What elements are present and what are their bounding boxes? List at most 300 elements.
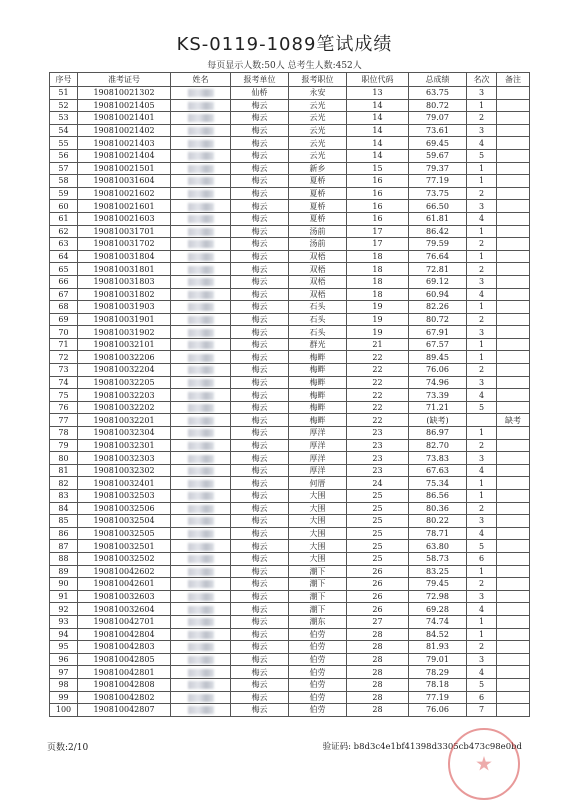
redacted-name-blur bbox=[188, 114, 214, 122]
table-cell: 梅云 bbox=[231, 376, 289, 389]
redacted-name-blur bbox=[188, 480, 214, 488]
name-cell-redacted bbox=[171, 477, 231, 490]
table-cell: 26 bbox=[347, 590, 409, 603]
table-cell bbox=[497, 124, 530, 137]
table-cell: 76.06 bbox=[409, 704, 467, 717]
table-cell: 梅云 bbox=[231, 200, 289, 213]
table-cell: 19 bbox=[347, 313, 409, 326]
table-cell: 84.52 bbox=[409, 628, 467, 641]
table-cell: 1 bbox=[467, 615, 497, 628]
table-cell: 云光 bbox=[289, 149, 347, 162]
table-cell: 18 bbox=[347, 250, 409, 263]
table-row bbox=[50, 87, 530, 100]
table-cell: 1 bbox=[467, 250, 497, 263]
table-cell: 23 bbox=[347, 427, 409, 440]
name-cell-redacted bbox=[171, 427, 231, 440]
table-cell: 厚洋 bbox=[289, 464, 347, 477]
name-cell-redacted bbox=[171, 313, 231, 326]
table-cell: 潮东 bbox=[289, 615, 347, 628]
table-cell: 16 bbox=[347, 175, 409, 188]
table-cell: 25 bbox=[347, 515, 409, 528]
col-header: 报考职位 bbox=[289, 73, 347, 87]
table-cell: 1 bbox=[467, 175, 497, 188]
table-cell: 79.59 bbox=[409, 238, 467, 251]
table-cell: 梅云 bbox=[231, 212, 289, 225]
table-cell bbox=[497, 490, 530, 503]
table-row bbox=[50, 691, 530, 704]
table-cell: 23 bbox=[347, 439, 409, 452]
table-cell: 85 bbox=[50, 515, 78, 528]
table-cell bbox=[497, 288, 530, 301]
table-cell: 93 bbox=[50, 615, 78, 628]
table-cell: 25 bbox=[347, 527, 409, 540]
table-cell bbox=[497, 590, 530, 603]
table-cell: 14 bbox=[347, 149, 409, 162]
table-cell: 190810042802 bbox=[78, 691, 171, 704]
table-cell: 梅云 bbox=[231, 590, 289, 603]
redacted-name-blur bbox=[188, 165, 214, 173]
table-cell: 19 bbox=[347, 326, 409, 339]
table-cell: 17 bbox=[347, 238, 409, 251]
table-row bbox=[50, 590, 530, 603]
table-row bbox=[50, 678, 530, 691]
table-row bbox=[50, 414, 530, 427]
table-cell: 81 bbox=[50, 464, 78, 477]
redacted-name-blur bbox=[188, 706, 214, 714]
table-row bbox=[50, 175, 530, 188]
redacted-name-blur bbox=[188, 442, 214, 450]
table-cell: 23 bbox=[347, 452, 409, 465]
name-cell-redacted bbox=[171, 389, 231, 402]
table-cell: 2 bbox=[467, 641, 497, 654]
name-cell-redacted bbox=[171, 452, 231, 465]
table-cell bbox=[497, 653, 530, 666]
table-cell bbox=[497, 187, 530, 200]
table-cell: 95 bbox=[50, 641, 78, 654]
redacted-name-blur bbox=[188, 580, 214, 588]
table-cell: 14 bbox=[347, 137, 409, 150]
name-cell-redacted bbox=[171, 301, 231, 314]
table-cell: 190810021302 bbox=[78, 87, 171, 100]
table-cell: 梅云 bbox=[231, 301, 289, 314]
table-cell: 190810042803 bbox=[78, 641, 171, 654]
table-cell: 梅云 bbox=[231, 288, 289, 301]
table-cell bbox=[497, 502, 530, 515]
table-cell: 1 bbox=[467, 490, 497, 503]
table-cell: 石头 bbox=[289, 326, 347, 339]
table-cell: 94 bbox=[50, 628, 78, 641]
table-cell: 3 bbox=[467, 452, 497, 465]
table-cell bbox=[497, 615, 530, 628]
table-cell: 190810042601 bbox=[78, 578, 171, 591]
table-cell: 190810032603 bbox=[78, 590, 171, 603]
table-cell: 86.97 bbox=[409, 427, 467, 440]
table-cell: 16 bbox=[347, 200, 409, 213]
redacted-name-blur bbox=[188, 694, 214, 702]
table-cell: 梅云 bbox=[231, 326, 289, 339]
redacted-name-blur bbox=[188, 354, 214, 362]
table-cell: 76.64 bbox=[409, 250, 467, 263]
table-cell: 80.72 bbox=[409, 99, 467, 112]
table-cell: 64 bbox=[50, 250, 78, 263]
table-cell bbox=[497, 578, 530, 591]
table-cell: 梅云 bbox=[231, 691, 289, 704]
table-cell: 2 bbox=[467, 502, 497, 515]
table-cell: 69.45 bbox=[409, 137, 467, 150]
table-cell: 100 bbox=[50, 704, 78, 717]
table-cell: 16 bbox=[347, 187, 409, 200]
table-cell bbox=[497, 250, 530, 263]
name-cell-redacted bbox=[171, 401, 231, 414]
table-cell: 伯劳 bbox=[289, 628, 347, 641]
table-row bbox=[50, 313, 530, 326]
table-cell bbox=[497, 540, 530, 553]
table-cell: 梅云 bbox=[231, 238, 289, 251]
redacted-name-blur bbox=[188, 543, 214, 551]
table-cell: 石头 bbox=[289, 301, 347, 314]
table-cell: 大围 bbox=[289, 515, 347, 528]
table-cell bbox=[497, 603, 530, 616]
table-row bbox=[50, 238, 530, 251]
table-cell bbox=[497, 200, 530, 213]
table-cell: 73.61 bbox=[409, 124, 467, 137]
table-cell: 52 bbox=[50, 99, 78, 112]
table-cell: 18 bbox=[347, 275, 409, 288]
table-cell bbox=[497, 389, 530, 402]
table-cell: 22 bbox=[347, 376, 409, 389]
table-cell: 梅云 bbox=[231, 137, 289, 150]
table-cell: 梅云 bbox=[231, 464, 289, 477]
table-cell: 86 bbox=[50, 527, 78, 540]
table-cell: 梅云 bbox=[231, 578, 289, 591]
table-cell: 梅云 bbox=[231, 338, 289, 351]
redacted-name-blur bbox=[188, 366, 214, 374]
table-cell: 大围 bbox=[289, 527, 347, 540]
table-cell: 5 bbox=[467, 401, 497, 414]
table-cell: 76.06 bbox=[409, 364, 467, 377]
table-cell bbox=[497, 225, 530, 238]
table-row bbox=[50, 439, 530, 452]
table-cell bbox=[497, 565, 530, 578]
table-cell: 77.19 bbox=[409, 175, 467, 188]
table-cell: 何厝 bbox=[289, 477, 347, 490]
name-cell-redacted bbox=[171, 414, 231, 427]
name-cell-redacted bbox=[171, 502, 231, 515]
table-row bbox=[50, 225, 530, 238]
name-cell-redacted bbox=[171, 225, 231, 238]
name-cell-redacted bbox=[171, 137, 231, 150]
table-cell bbox=[497, 401, 530, 414]
table-cell bbox=[497, 175, 530, 188]
table-cell: 91 bbox=[50, 590, 78, 603]
table-cell: 86.42 bbox=[409, 225, 467, 238]
table-cell: 87 bbox=[50, 540, 78, 553]
table-cell: 90 bbox=[50, 578, 78, 591]
table-cell: 79.45 bbox=[409, 578, 467, 591]
table-cell bbox=[497, 678, 530, 691]
redacted-name-blur bbox=[188, 681, 214, 689]
name-cell-redacted bbox=[171, 678, 231, 691]
table-cell: 78.71 bbox=[409, 527, 467, 540]
table-cell: 梅云 bbox=[231, 641, 289, 654]
table-cell: 190810031901 bbox=[78, 313, 171, 326]
redacted-name-blur bbox=[188, 505, 214, 513]
table-cell: 大围 bbox=[289, 552, 347, 565]
redacted-name-blur bbox=[188, 568, 214, 576]
redacted-name-blur bbox=[188, 240, 214, 248]
table-cell: 59.67 bbox=[409, 149, 467, 162]
table-cell: 4 bbox=[467, 212, 497, 225]
table-cell: 2 bbox=[467, 187, 497, 200]
table-row bbox=[50, 704, 530, 717]
table-row bbox=[50, 124, 530, 137]
table-cell: 82.70 bbox=[409, 439, 467, 452]
table-cell: 2 bbox=[467, 439, 497, 452]
table-cell: 28 bbox=[347, 641, 409, 654]
table-cell bbox=[497, 137, 530, 150]
table-cell: 2 bbox=[467, 578, 497, 591]
table-cell: 1 bbox=[467, 565, 497, 578]
table-cell: 夏桥 bbox=[289, 200, 347, 213]
table-cell bbox=[497, 326, 530, 339]
table-cell: 78.29 bbox=[409, 666, 467, 679]
table-row bbox=[50, 615, 530, 628]
redacted-name-blur bbox=[188, 215, 214, 223]
table-row bbox=[50, 263, 530, 276]
table-cell: 潮下 bbox=[289, 565, 347, 578]
table-cell: 58.73 bbox=[409, 552, 467, 565]
table-cell: 梅云 bbox=[231, 313, 289, 326]
table-cell: 5 bbox=[467, 149, 497, 162]
table-cell: 梅云 bbox=[231, 502, 289, 515]
redacted-name-blur bbox=[188, 618, 214, 626]
table-cell: 云光 bbox=[289, 112, 347, 125]
table-cell: 77.19 bbox=[409, 691, 467, 704]
table-cell: 72.81 bbox=[409, 263, 467, 276]
table-cell: 190810031804 bbox=[78, 250, 171, 263]
table-cell: 2 bbox=[467, 238, 497, 251]
redacted-name-blur bbox=[188, 455, 214, 463]
table-cell: 19 bbox=[347, 301, 409, 314]
col-header: 序号 bbox=[50, 73, 78, 87]
table-row bbox=[50, 452, 530, 465]
table-cell: 梅云 bbox=[231, 515, 289, 528]
redacted-name-blur bbox=[188, 228, 214, 236]
table-cell: 86.56 bbox=[409, 490, 467, 503]
table-row bbox=[50, 653, 530, 666]
table-cell: 72.98 bbox=[409, 590, 467, 603]
table-cell: 96 bbox=[50, 653, 78, 666]
table-cell: 190810032506 bbox=[78, 502, 171, 515]
table-cell: 大围 bbox=[289, 490, 347, 503]
table-cell: 梅云 bbox=[231, 414, 289, 427]
table-cell: 190810031902 bbox=[78, 326, 171, 339]
table-cell: 51 bbox=[50, 87, 78, 100]
table-row bbox=[50, 389, 530, 402]
table-cell: 81.93 bbox=[409, 641, 467, 654]
table-row bbox=[50, 666, 530, 679]
table-cell: 63 bbox=[50, 238, 78, 251]
table-row bbox=[50, 527, 530, 540]
table-cell: 80.22 bbox=[409, 515, 467, 528]
table-cell: 22 bbox=[347, 351, 409, 364]
table-row bbox=[50, 401, 530, 414]
table-cell: 190810032401 bbox=[78, 477, 171, 490]
table-row bbox=[50, 288, 530, 301]
table-cell bbox=[497, 149, 530, 162]
table-cell: 梅云 bbox=[231, 162, 289, 175]
name-cell-redacted bbox=[171, 439, 231, 452]
table-cell: 73.75 bbox=[409, 187, 467, 200]
table-cell: 4 bbox=[467, 137, 497, 150]
table-cell: 190810032202 bbox=[78, 401, 171, 414]
table-cell: 3 bbox=[467, 590, 497, 603]
table-cell: 28 bbox=[347, 666, 409, 679]
table-cell: 73.83 bbox=[409, 452, 467, 465]
table-cell: 梅云 bbox=[231, 351, 289, 364]
table-header-row bbox=[50, 73, 530, 87]
summary-line: 每页显示人数:50人 总考生人数:452人 bbox=[207, 61, 362, 71]
table-cell: 63.75 bbox=[409, 87, 467, 100]
table-cell: 梅云 bbox=[231, 477, 289, 490]
table-cell: 梅云 bbox=[231, 389, 289, 402]
table-cell: 石头 bbox=[289, 313, 347, 326]
table-cell: 71 bbox=[50, 338, 78, 351]
name-cell-redacted bbox=[171, 175, 231, 188]
redacted-name-blur bbox=[188, 417, 214, 425]
table-row bbox=[50, 628, 530, 641]
table-cell: 4 bbox=[467, 527, 497, 540]
table-cell: 58 bbox=[50, 175, 78, 188]
table-cell: (缺考) bbox=[409, 414, 467, 427]
table-cell bbox=[497, 376, 530, 389]
table-cell: 83 bbox=[50, 490, 78, 503]
table-cell: 3 bbox=[467, 515, 497, 528]
table-row bbox=[50, 275, 530, 288]
table-cell: 2 bbox=[467, 364, 497, 377]
table-cell: 80.72 bbox=[409, 313, 467, 326]
table-cell bbox=[497, 452, 530, 465]
table-cell: 2 bbox=[467, 313, 497, 326]
table-cell: 190810032301 bbox=[78, 439, 171, 452]
table-cell bbox=[497, 238, 530, 251]
name-cell-redacted bbox=[171, 552, 231, 565]
table-cell: 伯劳 bbox=[289, 691, 347, 704]
redacted-name-blur bbox=[188, 329, 214, 337]
table-cell: 群光 bbox=[289, 338, 347, 351]
table-cell: 梅畔 bbox=[289, 351, 347, 364]
table-cell: 梅云 bbox=[231, 439, 289, 452]
table-cell: 梅云 bbox=[231, 364, 289, 377]
table-cell: 190810032203 bbox=[78, 389, 171, 402]
table-cell: 67.91 bbox=[409, 326, 467, 339]
table-cell: 潮下 bbox=[289, 603, 347, 616]
table-row bbox=[50, 338, 530, 351]
table-cell: 1 bbox=[467, 99, 497, 112]
table-cell bbox=[497, 99, 530, 112]
table-cell: 汤前 bbox=[289, 225, 347, 238]
table-cell: 79.07 bbox=[409, 112, 467, 125]
table-cell: 14 bbox=[347, 124, 409, 137]
table-cell: 74.96 bbox=[409, 376, 467, 389]
redacted-name-blur bbox=[188, 266, 214, 274]
table-cell: 梅云 bbox=[231, 275, 289, 288]
name-cell-redacted bbox=[171, 212, 231, 225]
table-cell: 69.28 bbox=[409, 603, 467, 616]
table-cell: 云光 bbox=[289, 137, 347, 150]
score-table bbox=[49, 72, 530, 717]
table-cell: 潮下 bbox=[289, 578, 347, 591]
table-cell: 梅云 bbox=[231, 615, 289, 628]
redacted-name-blur bbox=[188, 291, 214, 299]
table-cell: 190810032302 bbox=[78, 464, 171, 477]
table-cell: 79.37 bbox=[409, 162, 467, 175]
table-cell: 23 bbox=[347, 464, 409, 477]
name-cell-redacted bbox=[171, 565, 231, 578]
table-cell: 4 bbox=[467, 288, 497, 301]
table-cell: 26 bbox=[347, 565, 409, 578]
table-row bbox=[50, 427, 530, 440]
table-cell: 梅云 bbox=[231, 149, 289, 162]
table-cell: 190810021603 bbox=[78, 212, 171, 225]
table-cell bbox=[497, 212, 530, 225]
table-cell: 190810042804 bbox=[78, 628, 171, 641]
name-cell-redacted bbox=[171, 527, 231, 540]
table-cell: 190810032101 bbox=[78, 338, 171, 351]
name-cell-redacted bbox=[171, 99, 231, 112]
table-cell: 25 bbox=[347, 540, 409, 553]
table-cell: 22 bbox=[347, 401, 409, 414]
table-cell: 永安 bbox=[289, 87, 347, 100]
redacted-name-blur bbox=[188, 669, 214, 677]
table-cell: 71.21 bbox=[409, 401, 467, 414]
table-cell: 27 bbox=[347, 615, 409, 628]
table-cell bbox=[497, 338, 530, 351]
table-cell: 70 bbox=[50, 326, 78, 339]
table-cell: 新乡 bbox=[289, 162, 347, 175]
table-cell: 梅云 bbox=[231, 225, 289, 238]
col-header: 总成绩 bbox=[409, 73, 467, 87]
table-cell: 67.57 bbox=[409, 338, 467, 351]
table-cell: 厚洋 bbox=[289, 439, 347, 452]
table-cell: 190810032604 bbox=[78, 603, 171, 616]
table-row bbox=[50, 187, 530, 200]
table-cell: 83.25 bbox=[409, 565, 467, 578]
table-cell: 56 bbox=[50, 149, 78, 162]
table-cell: 98 bbox=[50, 678, 78, 691]
table-cell: 88 bbox=[50, 552, 78, 565]
table-cell: 190810032205 bbox=[78, 376, 171, 389]
table-cell: 梅畔 bbox=[289, 414, 347, 427]
table-cell: 梅云 bbox=[231, 540, 289, 553]
table-cell: 190810031803 bbox=[78, 275, 171, 288]
col-header: 备注 bbox=[497, 73, 530, 87]
table-cell: 190810032504 bbox=[78, 515, 171, 528]
table-cell: 63.80 bbox=[409, 540, 467, 553]
redacted-name-blur bbox=[188, 316, 214, 324]
table-cell: 74 bbox=[50, 376, 78, 389]
table-cell: 190810021401 bbox=[78, 112, 171, 125]
table-cell: 3 bbox=[467, 87, 497, 100]
table-cell: 云光 bbox=[289, 124, 347, 137]
name-cell-redacted bbox=[171, 464, 231, 477]
table-cell: 梅云 bbox=[231, 666, 289, 679]
table-cell: 梅云 bbox=[231, 527, 289, 540]
table-row bbox=[50, 641, 530, 654]
table-cell: 17 bbox=[347, 225, 409, 238]
table-cell: 6 bbox=[467, 691, 497, 704]
redacted-name-blur bbox=[188, 253, 214, 261]
